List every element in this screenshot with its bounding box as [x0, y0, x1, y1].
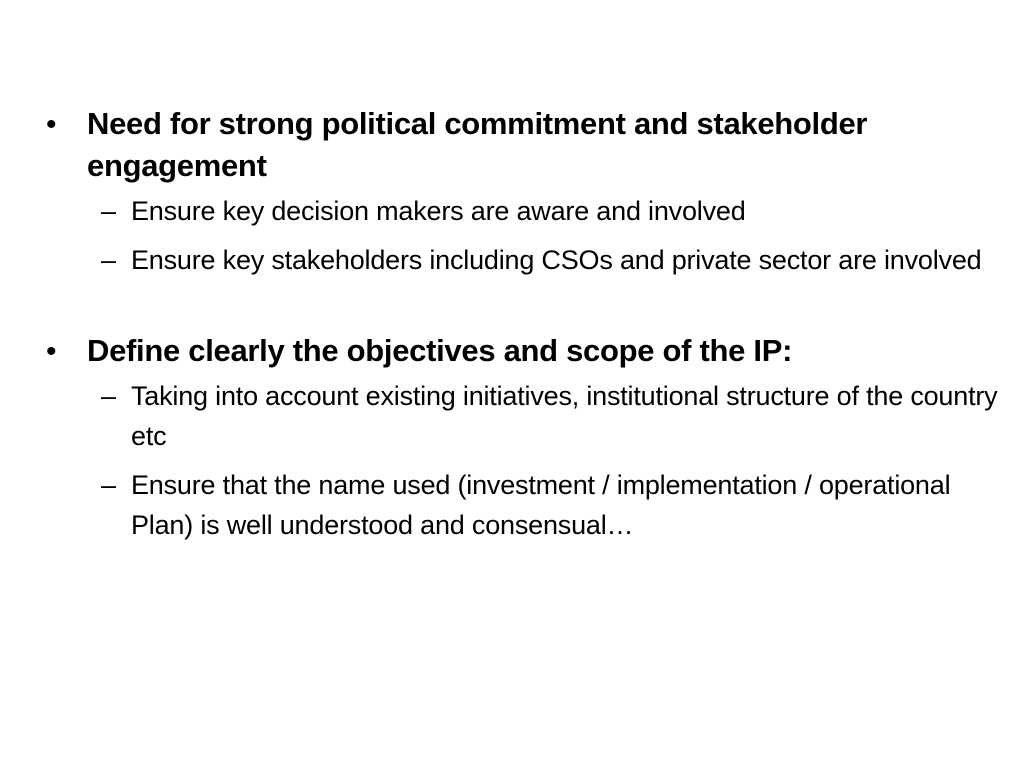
bullet-marker: •	[46, 108, 57, 141]
sub-item-text: Ensure key decision makers are aware and involved	[131, 196, 746, 226]
sub-item-text: Taking into account existing initiatives, institutional structure of the country etc	[131, 381, 998, 451]
dash-marker: –	[101, 196, 116, 226]
dash-marker: –	[101, 470, 116, 500]
bullet-list	[44, 103, 1009, 545]
bullet-objectives-scope	[44, 330, 1009, 545]
sub-item-text: Ensure key stakeholders including CSOs and private sector are involved	[131, 245, 982, 275]
bullet-heading: Need for strong political commitment and stakeholder engagement	[87, 106, 868, 183]
sub-list	[87, 191, 1009, 280]
bullet-political-commitment	[44, 103, 1009, 280]
dash-marker: –	[101, 245, 116, 275]
bullet-marker: •	[46, 335, 57, 368]
sub-item-text: Ensure that the name used (investment / implementation / operational Plan) is well understood and consensual…	[131, 470, 951, 540]
dash-marker: –	[101, 381, 116, 411]
sub-item-decision-makers	[87, 191, 1009, 231]
bullet-heading: Define clearly the objectives and scope of the IP:	[87, 333, 793, 368]
sub-item-existing-initiatives	[87, 376, 1009, 456]
sub-item-plan-name	[87, 465, 1009, 545]
sub-item-stakeholders	[87, 240, 1009, 280]
sub-list	[87, 376, 1009, 545]
